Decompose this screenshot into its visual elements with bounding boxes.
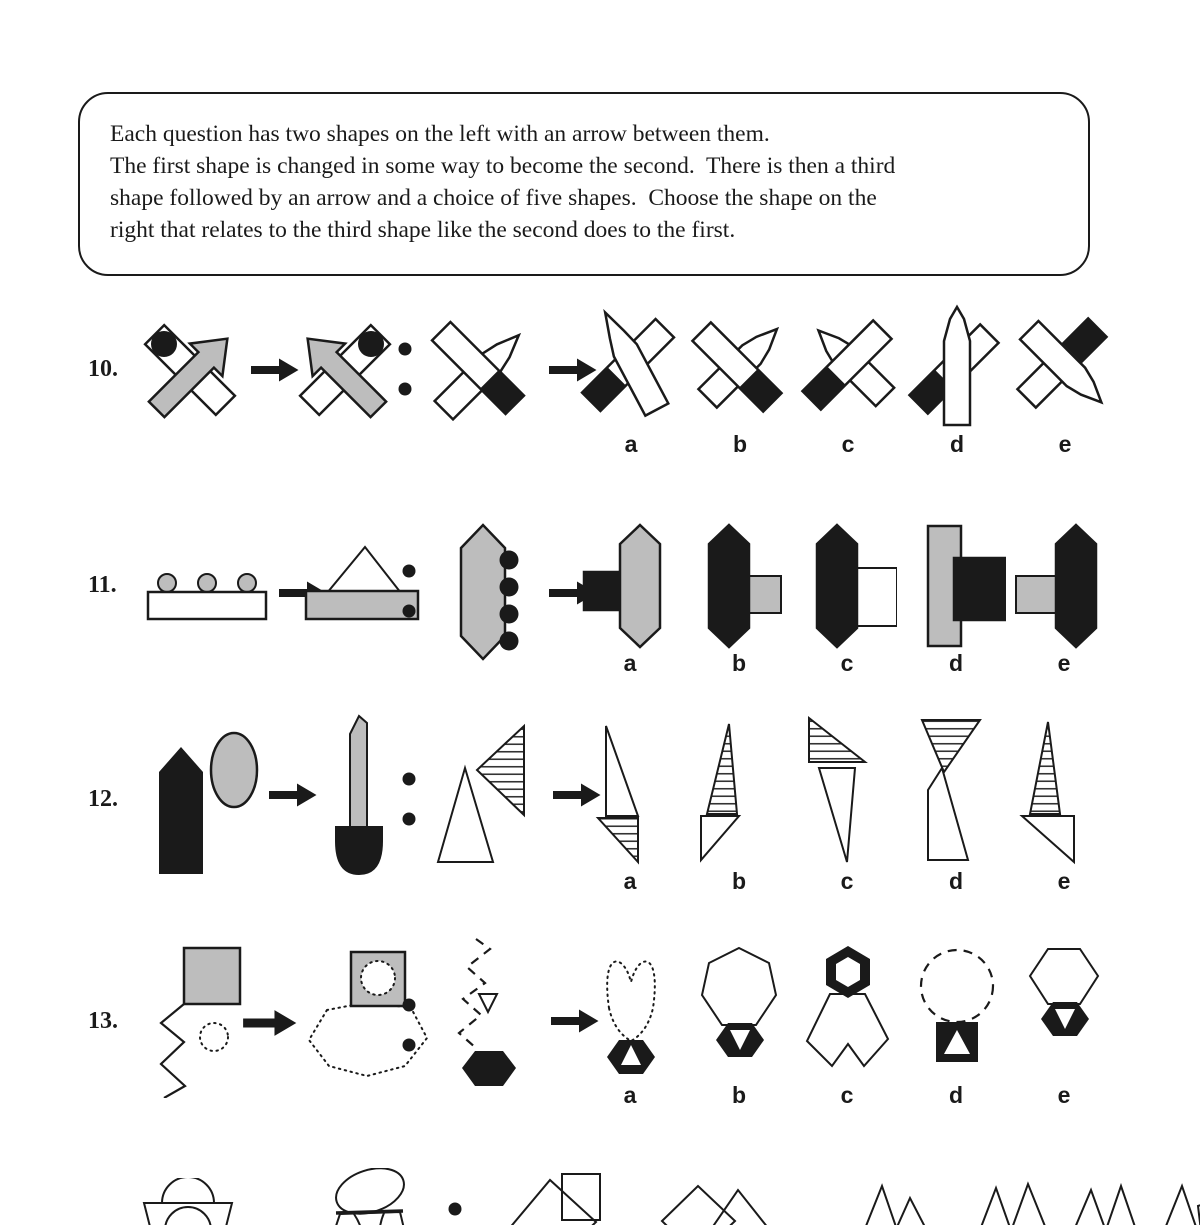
option-label: e: [1057, 1082, 1071, 1108]
q14-option-e-shape: [1148, 1176, 1200, 1225]
instruction-line: The first shape is changed in some way to become the second. There is then a third: [110, 153, 896, 179]
q12-third-shape: [436, 718, 558, 866]
q10-first-shape: [138, 312, 250, 427]
option-label: d: [948, 650, 964, 676]
q10-option-e-shape: [1012, 303, 1118, 431]
q11-first-shape: [145, 570, 273, 622]
option-label: e: [1057, 650, 1071, 676]
q11-option-c[interactable]: [797, 522, 897, 675]
q11-option-c-shape: [797, 522, 897, 650]
q12-option-d-shape: [906, 710, 1006, 868]
q10-option-c-shape: [795, 303, 901, 431]
instructions-box: [78, 92, 1090, 276]
q11-option-b-shape: [689, 522, 789, 650]
q10-third-shape: [424, 308, 549, 428]
question-number: 10.: [88, 356, 118, 382]
q13-option-e-shape: [1014, 944, 1114, 1082]
q13-option-c[interactable]: [797, 944, 897, 1107]
q13-option-a[interactable]: [580, 944, 680, 1107]
question-number: 11.: [88, 572, 117, 598]
q13-third-shape: [430, 936, 555, 1098]
option-label: a: [623, 1082, 637, 1108]
q10-second-shape: [285, 312, 397, 427]
option-label: a: [623, 868, 637, 894]
instruction-line: right that relates to the third shape like the second does to the first.: [110, 217, 736, 243]
q14-option-b-shape: [848, 1176, 958, 1225]
option-label: b: [732, 431, 748, 457]
analogy-colon-icon: [398, 340, 412, 398]
option-label: c: [840, 650, 854, 676]
q10-option-d[interactable]: [904, 303, 1010, 456]
q13-second-shape: [305, 948, 440, 1083]
option-label: d: [948, 1082, 964, 1108]
option-label: b: [731, 650, 747, 676]
q12-option-e-shape: [1014, 710, 1114, 868]
q14-second-shape: [310, 1168, 425, 1225]
q13-option-b-shape: [689, 944, 789, 1082]
option-label: b: [731, 868, 747, 894]
option-label: c: [840, 1082, 854, 1108]
q10-option-d-shape: [904, 303, 1010, 431]
q14-option-a-shape: [650, 1176, 810, 1225]
q11-option-a[interactable]: [580, 522, 680, 675]
q11-option-d[interactable]: [906, 522, 1006, 675]
q12-option-b[interactable]: [689, 710, 789, 893]
question-number: 12.: [88, 786, 118, 812]
analogy-colon-icon: [402, 562, 416, 620]
q11-option-d-shape: [906, 522, 1006, 650]
q12-option-c[interactable]: [797, 710, 897, 893]
option-label: e: [1058, 431, 1072, 457]
q14-third-shape: [500, 1172, 625, 1225]
analogy-colon-icon: [448, 1200, 462, 1225]
q12-second-shape: [312, 713, 397, 878]
q10-option-e[interactable]: [1012, 303, 1118, 456]
analogy-colon-icon: [402, 996, 416, 1054]
q13-option-c-shape: [797, 944, 897, 1082]
option-label: e: [1057, 868, 1071, 894]
transform-arrow-icon: [242, 1006, 298, 1040]
q12-option-b-shape: [689, 710, 789, 868]
instruction-line: shape followed by an arrow and a choice of five shapes. Choose the shape on the: [110, 185, 877, 211]
q14-first-shape: [140, 1178, 240, 1225]
q13-option-e[interactable]: [1014, 944, 1114, 1107]
q12-option-d[interactable]: [906, 710, 1006, 893]
q13-option-d-shape: [906, 944, 1006, 1082]
q10-option-b[interactable]: [687, 303, 793, 456]
option-label: a: [623, 650, 637, 676]
q12-option-a[interactable]: [580, 710, 680, 893]
q12-first-shape: [148, 726, 263, 876]
q12-option-a-shape: [580, 710, 680, 868]
instruction-line: Each question has two shapes on the left with an arrow between them.: [110, 121, 770, 147]
q11-option-e[interactable]: [1014, 522, 1114, 675]
q11-option-b[interactable]: [689, 522, 789, 675]
q11-option-e-shape: [1014, 522, 1114, 650]
option-label: a: [624, 431, 638, 457]
q10-option-a-shape: [578, 303, 684, 431]
q10-option-b-shape: [687, 303, 793, 431]
question-number: 13.: [88, 1008, 118, 1034]
q12-option-c-shape: [797, 710, 897, 868]
q13-option-d[interactable]: [906, 944, 1006, 1107]
q14-option-d-shape: [1055, 1176, 1155, 1225]
option-label: d: [949, 431, 965, 457]
analogy-colon-icon: [402, 770, 416, 828]
q10-option-c[interactable]: [795, 303, 901, 456]
q13-option-a-shape: [580, 944, 680, 1082]
option-label: c: [840, 868, 854, 894]
q13-option-b[interactable]: [689, 944, 789, 1107]
q11-option-a-shape: [580, 522, 680, 650]
q11-third-shape: [446, 522, 536, 662]
q10-option-a[interactable]: [578, 303, 684, 456]
option-label: d: [948, 868, 964, 894]
option-label: b: [731, 1082, 747, 1108]
option-label: c: [841, 431, 855, 457]
q12-option-e[interactable]: [1014, 710, 1114, 893]
transform-arrow-icon: [268, 780, 318, 810]
